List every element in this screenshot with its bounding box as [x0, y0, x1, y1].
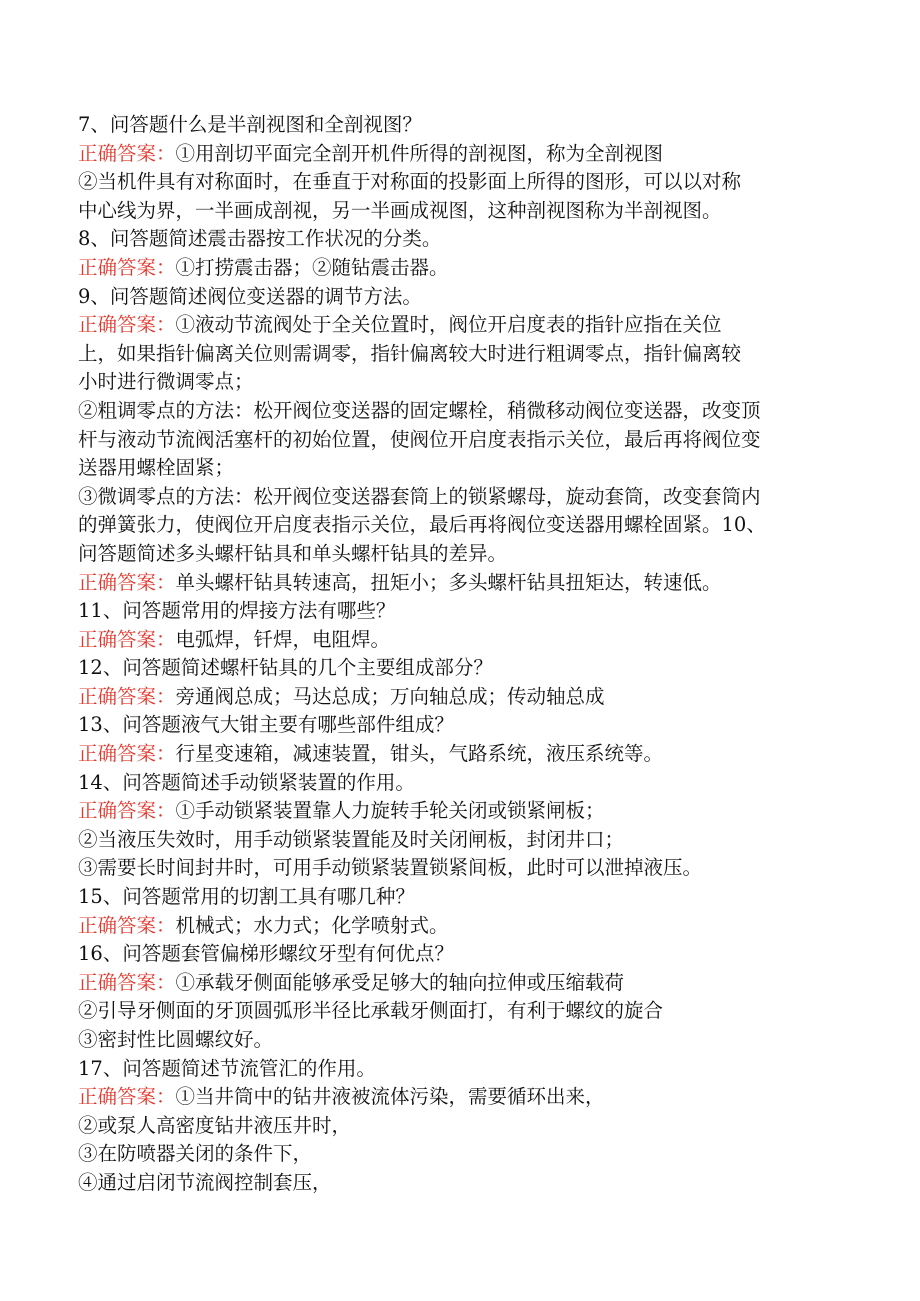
answer-line [78, 1083, 848, 1112]
text-line [78, 540, 848, 569]
answer-line [78, 254, 848, 283]
line-text: 16、问答题套管偏梯形螺纹牙型有何优点？ [78, 942, 454, 966]
line-text: 8、问答题简述震击器按工作状况的分类。 [78, 227, 442, 251]
line-text: 9、问答题简述阀位变送器的调节方法。 [78, 284, 422, 308]
text-line [78, 997, 848, 1026]
line-text: ①液动节流阀处于全关位置时，阀位开启度表的指针应指在关位 [175, 313, 722, 337]
line-text: ①用剖切平面完全剖开机件所得的剖视图，称为全剖视图 [175, 141, 664, 165]
answer-label: 正确答案： [78, 570, 176, 594]
line-text: ③需要长时间封井时，可用手动锁紧装置锁紧间板，此时可以泄掉液压。 [78, 856, 703, 880]
text-line [78, 826, 848, 855]
line-text: 11、问答题常用的焊接方法有哪些？ [78, 599, 396, 623]
text-line [78, 511, 848, 540]
text-line [78, 225, 848, 254]
answer-label: 正确答案： [78, 684, 176, 708]
text-line [78, 197, 848, 226]
answer-label: 正确答案： [78, 742, 176, 766]
answer-line [78, 140, 848, 169]
answer-label: 正确答案： [78, 1085, 176, 1109]
line-text: 问答题简述多头螺杆钻具和单头螺杆钻具的差异。 [78, 541, 508, 565]
answer-label: 正确答案： [78, 970, 176, 994]
answer-line [78, 683, 848, 712]
line-text: 14、问答题简述手动锁紧装置的作用。 [78, 770, 415, 794]
line-text: ②或泵人高密度钻井液压井时， [78, 1113, 352, 1137]
text-line [78, 111, 848, 140]
answer-label: 正确答案： [78, 255, 176, 279]
text-line [78, 654, 848, 683]
answer-line [78, 626, 848, 655]
line-text: 的弹簧张力，使阀位开启度表指示关位，最后再将阀位变送器用螺栓固紧。10、 [78, 513, 766, 537]
answer-label: 正确答案： [78, 627, 176, 651]
line-text: ③在防喷器关闭的条件下， [78, 1142, 313, 1166]
text-line [78, 483, 848, 512]
text-line [78, 340, 848, 369]
line-text: ①手动锁紧装置靠人力旋转手轮关闭或锁紧闸板； [175, 799, 605, 823]
answer-line [78, 912, 848, 941]
text-line [78, 854, 848, 883]
answer-label: 正确答案： [78, 141, 176, 165]
line-text: 机械式；水力式；化学喷射式。 [175, 913, 449, 937]
text-line [78, 883, 848, 912]
text-line [78, 1055, 848, 1084]
text-line [78, 168, 848, 197]
answer-label: 正确答案： [78, 913, 176, 937]
line-text: ④通过启闭节流阀控制套压， [78, 1170, 332, 1194]
text-line [78, 597, 848, 626]
answer-line [78, 311, 848, 340]
text-line [78, 940, 848, 969]
line-text: 旁通阀总成；马达总成；万向轴总成；传动轴总成 [175, 684, 605, 708]
text-line [78, 283, 848, 312]
line-text: 中心线为界，一半画成剖视，另一半画成视图，这种剖视图称为半剖视图。 [78, 198, 722, 222]
line-text: ②当机件具有对称面时，在垂直于对称面的投影面上所得的图形，可以以对称 [78, 170, 742, 194]
answer-line [78, 969, 848, 998]
text-line [78, 711, 848, 740]
line-text: 上，如果指针偏离关位则需调零，指针偏离较大时进行粗调零点，指针偏离较 [78, 341, 742, 365]
line-text: 杆与液动节流阀活塞杆的初始位置，使阀位开启度表指示关位，最后再将阀位变 [78, 427, 761, 451]
line-text: 小时进行微调零点； [78, 370, 254, 394]
line-text: ①当井筒中的钻井液被流体污染，需要循环出来， [175, 1085, 605, 1109]
line-text: 电弧焊，钎焊，电阻焊。 [175, 627, 391, 651]
text-line [78, 368, 848, 397]
line-text: 送器用螺栓固紧； [78, 456, 235, 480]
text-line [78, 1140, 848, 1169]
line-text: ②粗调零点的方法：松开阀位变送器的固定螺栓，稍微移动阀位变送器，改变顶 [78, 398, 761, 422]
text-line [78, 769, 848, 798]
line-text: 13、问答题液气大钳主要有哪些部件组成？ [78, 713, 454, 737]
line-text: 17、问答题简述节流管汇的作用。 [78, 1056, 376, 1080]
line-text: 行星变速箱，减速装置，钳头，气路系统，液压系统等。 [175, 742, 664, 766]
answer-line [78, 569, 848, 598]
text-line [78, 454, 848, 483]
answer-label: 正确答案： [78, 799, 176, 823]
line-text: 12、问答题简述螺杆钻具的几个主要组成部分？ [78, 656, 493, 680]
qa-content [78, 111, 848, 1198]
line-text: 单头螺杆钻具转速高，扭矩小；多头螺杆钻具扭矩达，转速低。 [175, 570, 722, 594]
text-line [78, 397, 848, 426]
line-text: 15、问答题常用的切割工具有哪几种？ [78, 885, 415, 909]
answer-label: 正确答案： [78, 313, 176, 337]
line-text: 7、问答题什么是半剖视图和全剖视图？ [78, 113, 422, 136]
line-text: ②当液压失效时，用手动锁紧装置能及时关闭闸板，封闭井口； [78, 827, 625, 851]
line-text: ③密封性比圆螺纹好。 [78, 1028, 274, 1051]
text-line [78, 426, 848, 455]
line-text: ③微调零点的方法：松开阀位变送器套筒上的锁紧螺母，旋动套筒，改变套筒内 [78, 484, 761, 508]
line-text: ①打捞震击器；②随钻震击器。 [175, 255, 449, 279]
answer-line [78, 797, 848, 826]
text-line [78, 1026, 848, 1055]
answer-line [78, 740, 848, 769]
line-text: ②引导牙侧面的牙顶圆弧形半径比承载牙侧面打，有利于螺纹的旋合 [78, 999, 664, 1023]
text-line [78, 1112, 848, 1141]
line-text: ①承载牙侧面能够承受足够大的轴向拉伸或压缩载荷 [175, 970, 625, 994]
text-line [78, 1169, 848, 1198]
